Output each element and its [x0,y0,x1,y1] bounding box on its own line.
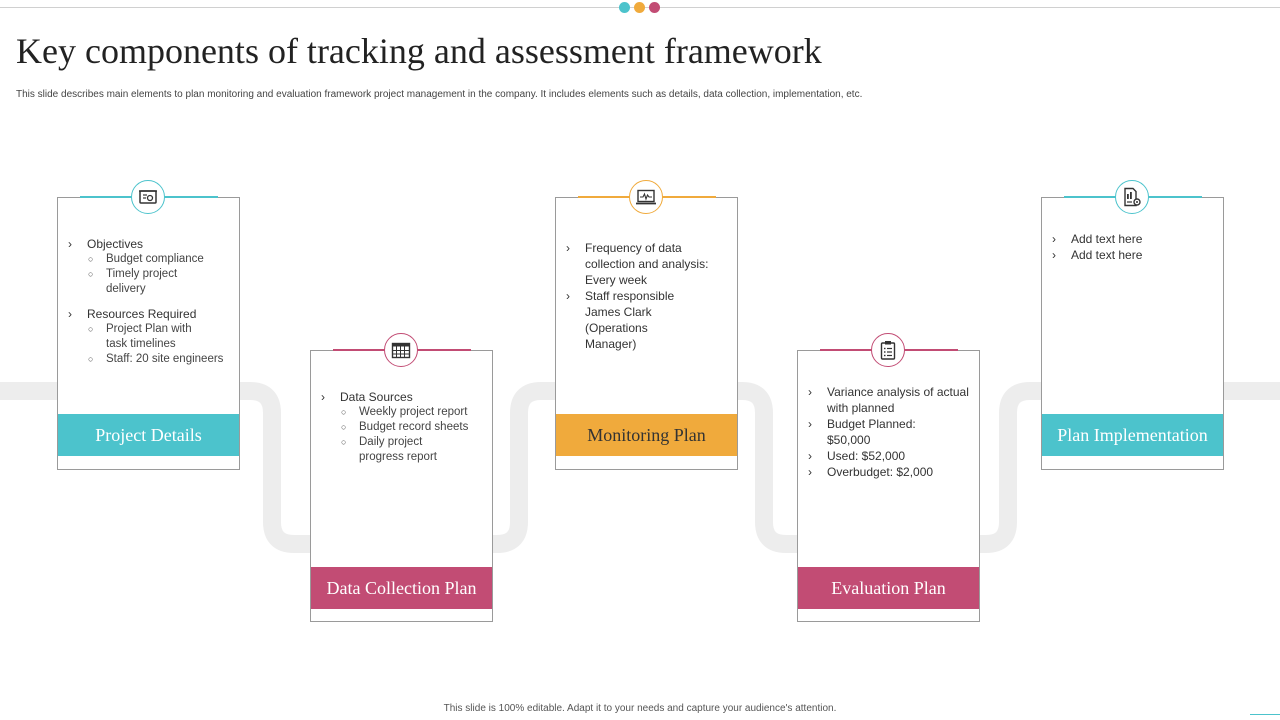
footer-note: This slide is 100% editable. Adapt it to your needs and capture your audience's attention. [443,703,837,714]
document-chart-gear-icon [1115,180,1149,214]
bullet-item: › Add text here [1052,247,1217,263]
corner-accent-line [1250,714,1280,715]
card-label: Monitoring Plan [556,414,737,456]
page-title: Key components of tracking and assessment framework [16,31,822,71]
bullet-heading: › Objectives [68,236,233,252]
sub-bullet: ○ Timely project delivery [68,267,233,297]
bullet-heading: › Data Sources [321,389,486,405]
card-content [566,240,731,352]
card-monitoring-plan [555,197,738,470]
calendar-grid-icon [384,333,418,367]
card-label: Evaluation Plan [798,567,979,609]
bullet-item: › Budget Planned: $50,000 [808,416,973,448]
sub-bullet: ○ Staff: 20 site engineers [68,352,233,367]
bullet-item: › Add text here [1052,231,1217,247]
card-content [321,389,486,465]
card-label: Data Collection Plan [311,567,492,609]
bullet-item: › Overbudget: $2,000 [808,464,973,480]
bullet-item: › Variance analysis of actual with planned [808,384,973,416]
bullet-item: › Staff responsible James Clark (Operations Manager) [566,288,731,352]
card-project-details [57,197,240,470]
card-content [1052,231,1217,263]
card-plan-implementation [1041,197,1224,470]
bullet-item: › Frequency of data collection and analysis: Every week [566,240,731,288]
sub-bullet: ○ Budget compliance [68,252,233,267]
card-content [68,236,233,367]
presentation-settings-icon [131,180,165,214]
sub-bullet: ○ Weekly project report [321,405,486,420]
clipboard-checklist-icon [871,333,905,367]
page-subtitle: This slide describes main elements to plan monitoring and evaluation framework project management in the company. It includes elements such as details, data collection, implementation, etc. [16,89,863,100]
bullet-heading: › Resources Required [68,306,233,322]
card-content [808,384,973,480]
card-evaluation-plan [797,350,980,622]
bullet-item: › Used: $52,000 [808,448,973,464]
card-label: Project Details [58,414,239,456]
card-data-collection-plan [310,350,493,622]
sub-bullet: ○ Project Plan with task timelines [68,322,233,352]
sub-bullet: ○ Budget record sheets [321,420,486,435]
sub-bullet: ○ Daily project progress report [321,435,486,465]
laptop-pulse-icon [629,180,663,214]
card-label: Plan Implementation [1042,414,1223,456]
